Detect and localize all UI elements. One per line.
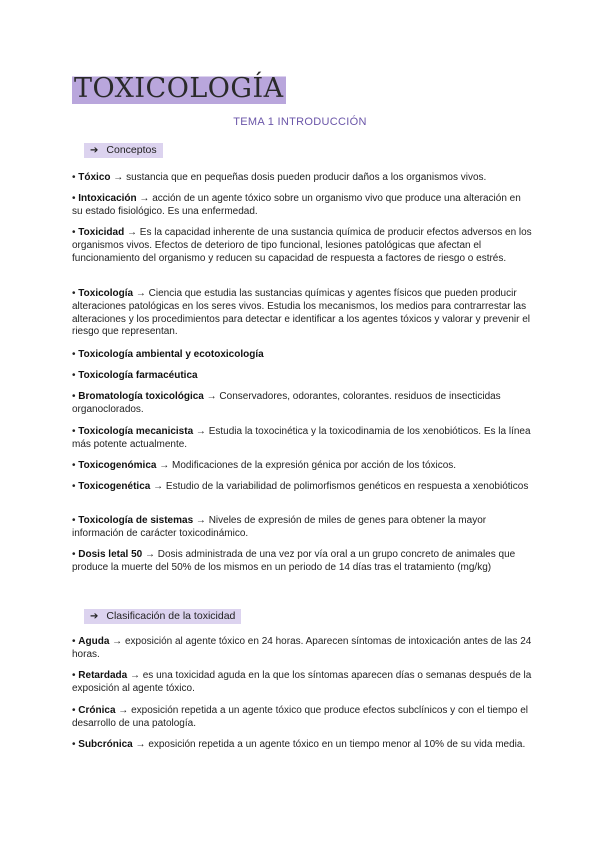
entry-text: Estudia la toxocinética y la toxicodinamia de los xenobióticos. Es la línea más potente actualmente. xyxy=(72,426,531,450)
entry-text: sustancia que en pequeñas dosis pueden producir daños a los organismos vivos. xyxy=(126,172,487,183)
arrow-icon: → xyxy=(142,549,158,560)
bullet-icon: • xyxy=(72,370,79,381)
entry-term: Toxicidad xyxy=(78,227,125,238)
bullet-icon: • xyxy=(72,172,79,183)
entry-term: Aguda xyxy=(78,636,110,647)
bullet-icon: • xyxy=(72,515,79,526)
entry-term: Intoxicación xyxy=(78,193,137,204)
bullet-icon: • xyxy=(72,670,79,681)
entry-term: Retardada xyxy=(78,670,128,681)
arrow-icon: → xyxy=(150,481,166,492)
bullet-icon: • xyxy=(72,460,79,471)
definition-entry xyxy=(72,349,532,362)
arrow-right-icon: ➔ xyxy=(90,145,99,156)
arrow-icon: → xyxy=(136,193,153,204)
entry-term: Toxicogenética xyxy=(78,481,151,492)
arrow-icon: → xyxy=(193,426,209,437)
entry-text: Estudio de la variabilidad de polimorfismos genéticos en respuesta a xenobióticos xyxy=(165,481,529,492)
definition-entry xyxy=(72,481,532,494)
bullet-icon: • xyxy=(72,705,79,716)
bullet-icon: • xyxy=(72,288,79,299)
definition-entry xyxy=(72,370,532,383)
entry-term: Tóxico xyxy=(78,172,111,183)
definition-entry xyxy=(72,460,532,473)
definition-entry xyxy=(72,426,532,452)
entry-text: acción de un agente tóxico sobre un organismo vivo que produce una alteración en su estado fisiológico. Es una enfermedad. xyxy=(72,193,521,217)
bullet-icon: • xyxy=(72,481,79,492)
section-heading-label: Conceptos xyxy=(106,144,157,156)
entry-text: exposición repetida a un agente tóxico en un tiempo menor al 10% de su vida media. xyxy=(148,739,526,750)
definition-entry xyxy=(72,288,532,339)
entry-term: Dosis letal 50 xyxy=(78,549,143,560)
entry-text: es una toxicidad aguda en la que los síntomas aparecen días o semanas después de la exposición al agente tóxico. xyxy=(72,670,532,694)
arrow-icon: → xyxy=(156,460,173,471)
entry-text: Conservadores, odorantes, colorantes. residuos de insecticidas organoclorados. xyxy=(72,391,501,415)
arrow-icon: → xyxy=(110,172,127,183)
definition-entry xyxy=(72,391,532,417)
bullet-icon: • xyxy=(72,227,79,238)
bullet-icon: • xyxy=(72,193,79,204)
entry-term: Toxicología mecanicista xyxy=(78,426,194,437)
arrow-right-icon: ➔ xyxy=(90,611,99,622)
arrow-icon: → xyxy=(203,391,220,402)
arrow-icon: → xyxy=(109,636,125,647)
bullet-icon: • xyxy=(72,426,79,437)
entry-term: Toxicología ambiental y ecotoxicología xyxy=(78,349,264,360)
entry-text: exposición repetida a un agente tóxico que produce efectos subclínicos y con el tiempo el desarrollo de una patología. xyxy=(72,705,528,729)
arrow-icon: → xyxy=(193,515,209,526)
entry-term: Bromatología toxicológica xyxy=(78,391,204,402)
entry-term: Toxicología farmacéutica xyxy=(78,370,198,381)
page-subtitle: TEMA 1 INTRODUCCIÓN xyxy=(233,116,367,128)
arrow-icon: → xyxy=(132,739,149,750)
entry-text: Es la capacidad inherente de una sustancia química de producir efectos adversos en los organismos vivos. Efectos de deterioro de tipo funcional, lesiones patológicas que afectan el funcionamiento del organismo y reducen su capacidad de respuesta a factores de riesgo o estrés. xyxy=(72,227,532,264)
entry-term: Subcrónica xyxy=(78,739,133,750)
definition-entry xyxy=(72,670,532,696)
definition-entry xyxy=(72,227,532,265)
entry-text: Modificaciones de la expresión génica por acción de los tóxicos. xyxy=(172,460,457,471)
bullet-icon: • xyxy=(72,391,79,402)
definition-entry xyxy=(72,172,532,185)
entry-term: Toxicología de sistemas xyxy=(78,515,194,526)
section-heading xyxy=(84,143,163,158)
arrow-icon: → xyxy=(127,670,143,681)
arrow-icon: → xyxy=(124,227,140,238)
entry-term: Crónica xyxy=(78,705,116,716)
definition-entry xyxy=(72,549,532,575)
entry-text: Dosis administrada de una vez por vía oral a un grupo concreto de animales que produce la muerte del 50% de los mismos en un periodo de 14 días tras el tratamiento (mg/kg) xyxy=(72,549,516,573)
definition-entry xyxy=(72,515,532,541)
entry-text: Niveles de expresión de miles de genes para obtener la mayor información de carácter toxicodinámico. xyxy=(72,515,487,539)
bullet-icon: • xyxy=(72,636,79,647)
page-title: TOXICOLOGÍA xyxy=(74,73,284,104)
bullet-icon: • xyxy=(72,739,79,750)
definition-entry xyxy=(72,636,532,662)
section-heading xyxy=(84,609,241,624)
bullet-icon: • xyxy=(72,549,79,560)
entry-text: exposición al agente tóxico en 24 horas. Aparecen síntomas de intoxicación antes de las 24 horas. xyxy=(72,636,532,660)
definition-entry xyxy=(72,193,532,219)
arrow-icon: → xyxy=(115,705,132,716)
entry-term: Toxicología xyxy=(78,288,134,299)
definition-entry xyxy=(72,739,532,752)
section-heading-label: Clasificación de la toxicidad xyxy=(106,610,236,622)
definition-entry xyxy=(72,705,532,731)
bullet-icon: • xyxy=(72,349,79,360)
arrow-icon: → xyxy=(133,288,149,299)
entry-term: Toxicogenómica xyxy=(78,460,157,471)
entry-text: Ciencia que estudia las sustancias químicas y agentes físicos que pueden producir alteraciones patológicas en los seres vivos. Estudia los mecanismos, los medios para contrarrestar las alteraciones y los procedimientos para detectar e identificar a los agentes tóxicos y valorar y prevenir el riesgo que representan. xyxy=(72,288,531,338)
